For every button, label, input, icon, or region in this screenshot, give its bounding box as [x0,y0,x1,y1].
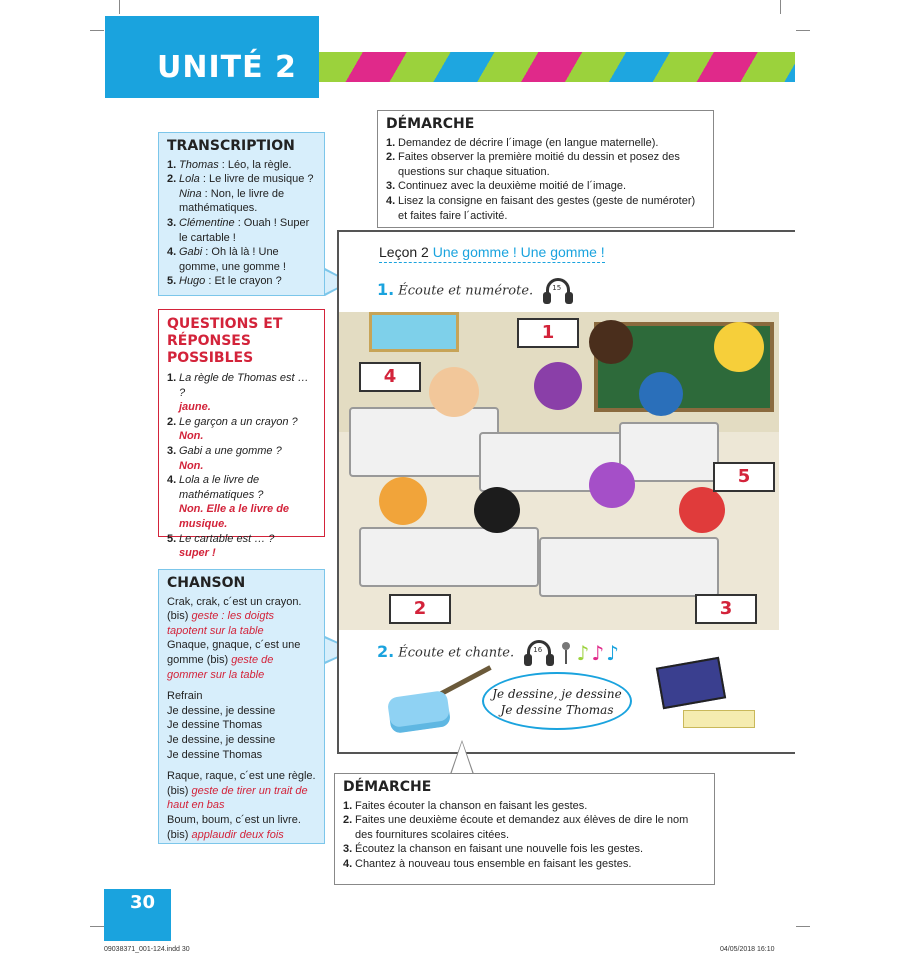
song-line: Raque, raque, c´est une règle. (bis) geste de tirer un trait de haut en bas [167,770,316,812]
music-note-icon: ♪ [576,641,590,665]
song-bubble: Je dessine, je dessine Je dessine Thomas [482,672,632,730]
refrain-label: Refrain [167,690,203,703]
question-item: 5. Le cartable est … ? super ! [167,532,275,560]
page-number-block [104,889,171,941]
number-box[interactable]: 1 [517,318,579,348]
child-figure [714,322,764,372]
demarche-step: 3. Écoutez la chanson en faisant une nouvelle fois les gestes. [343,843,644,856]
song-line: Boum, boum, c´est un livre. (bis) applaudir deux fois [167,813,301,841]
lesson-title: Leçon 2 Une gomme ! Une gomme ! [379,244,605,263]
crop-mark [90,926,104,927]
header-stripe [319,52,795,82]
number-box[interactable]: 2 [389,594,451,624]
questions-title: QUESTIONS ET RÉPONSES POSSIBLES [167,316,283,366]
classroom-illustration [339,312,779,630]
crop-mark [780,0,781,14]
song-line: Crak, crak, c´est un crayon. (bis) geste : les doigts tapotent sur la table [167,595,302,637]
transcription-title: TRANSCRIPTION [167,138,295,154]
ruler-illustration [683,710,755,728]
refrain-line: Je dessine, je dessine [167,704,276,717]
desk [619,422,719,482]
crop-mark [796,926,810,927]
unit-title: UNITÉ 2 [157,50,297,85]
demarche-step: 2. Faites une deuxième écoute et demandez aux élèves de dire le nom des fournitures scolaires citées. [343,814,689,841]
print-slug-left: 09038371_001-124.indd 30 [104,946,190,953]
number-box[interactable]: 4 [359,362,421,392]
demarche-top-box [377,110,714,228]
unit-banner [105,16,319,98]
demarche-step: 1. Demandez de décrire l´image (en langue maternelle). [386,136,659,149]
refrain-line: Je dessine, je dessine [167,733,276,746]
crop-mark [119,0,120,14]
headphones-icon: 16 [524,640,554,666]
transcription-item: 3. Clémentine : Ouah ! Super le cartable ! [167,216,310,244]
page-number: 30 [130,892,156,913]
demarche-step: 1. Faites écouter la chanson en faisant les gestes. [343,799,588,812]
student-book-page [337,230,795,754]
child-figure [589,462,635,508]
desk [349,407,499,477]
question-item: 3. Gabi a une gomme ? Non. [167,444,282,472]
question-item: 2. Le garçon a un crayon ? Non. [167,415,298,443]
refrain-line: Je dessine Thomas [167,748,263,761]
child-figure [639,372,683,416]
chanson-box [158,569,325,844]
child-figure [429,367,479,417]
demarche-bottom-pointer-fill [451,742,473,775]
questions-box [158,309,325,560]
demarche-step: 4. Lisez la consigne en faisant des gestes (geste de numéroter) et faites faire l´activité. [386,194,696,222]
music-note-icon: ♪ [606,641,619,665]
demarche-bottom-box [334,773,715,885]
print-slug-right: 04/05/2018 16:10 [720,946,775,953]
transcription-item: 4. Gabi : Oh là là ! Une gomme, une gomme ! [167,246,286,273]
transcription-item: Nina : Non, le livre de mathématiques. [179,187,285,215]
eraser-illustration [387,690,451,734]
transcription-item: 2. Lola : Le livre de musique ? [167,173,314,186]
music-note-icon: ♪ [591,641,605,665]
exercise-1: 1. Écoute et numérote. 15 [377,278,573,304]
question-item: 4. Lola a le livre de mathématiques ? Non. Elle a le livre de musique. [167,474,290,530]
refrain-line: Je dessine Thomas [167,719,263,732]
desk [539,537,719,597]
child-figure [474,487,520,533]
desk [359,527,539,587]
demarche-top-title: DÉMARCHE [386,116,475,132]
crop-mark [90,30,104,31]
child-figure [534,362,582,410]
demarche-step: 3. Continuez avec la deuxième moitié de l´image. [386,180,627,193]
exercise-2: 2. Écoute et chante. 16 ♪ ♪ ♪ [377,641,619,665]
child-figure [379,477,427,525]
question-item: 1. La règle de Thomas est … ? jaune. [167,372,309,414]
child-figure [679,487,725,533]
crop-mark [796,30,810,31]
headphones-icon: 15 [543,278,573,304]
number-box[interactable]: 5 [713,462,775,492]
transcription-item: 5. Hugo : Et le crayon ? [167,275,282,288]
song-line: Gnaque, gnaque, c´est une gomme (bis) geste de gommer sur la table [167,639,301,681]
transcription-box [158,132,325,296]
microphone-icon [562,642,570,664]
demarche-step: 2. Faites observer la première moitié du dessin et posez des questions sur chaque situation. [386,151,680,178]
child-figure [589,320,633,364]
transcription-item: 1. Thomas : Léo, la règle. [167,158,292,171]
demarche-step: 4. Chantez à nouveau tous ensemble en faisant les gestes. [343,857,632,870]
chanson-title: CHANSON [167,575,246,591]
demarche-bottom-title: DÉMARCHE [343,779,432,795]
number-box[interactable]: 3 [695,594,757,624]
wall-poster [369,312,459,352]
book-illustration [656,657,726,709]
